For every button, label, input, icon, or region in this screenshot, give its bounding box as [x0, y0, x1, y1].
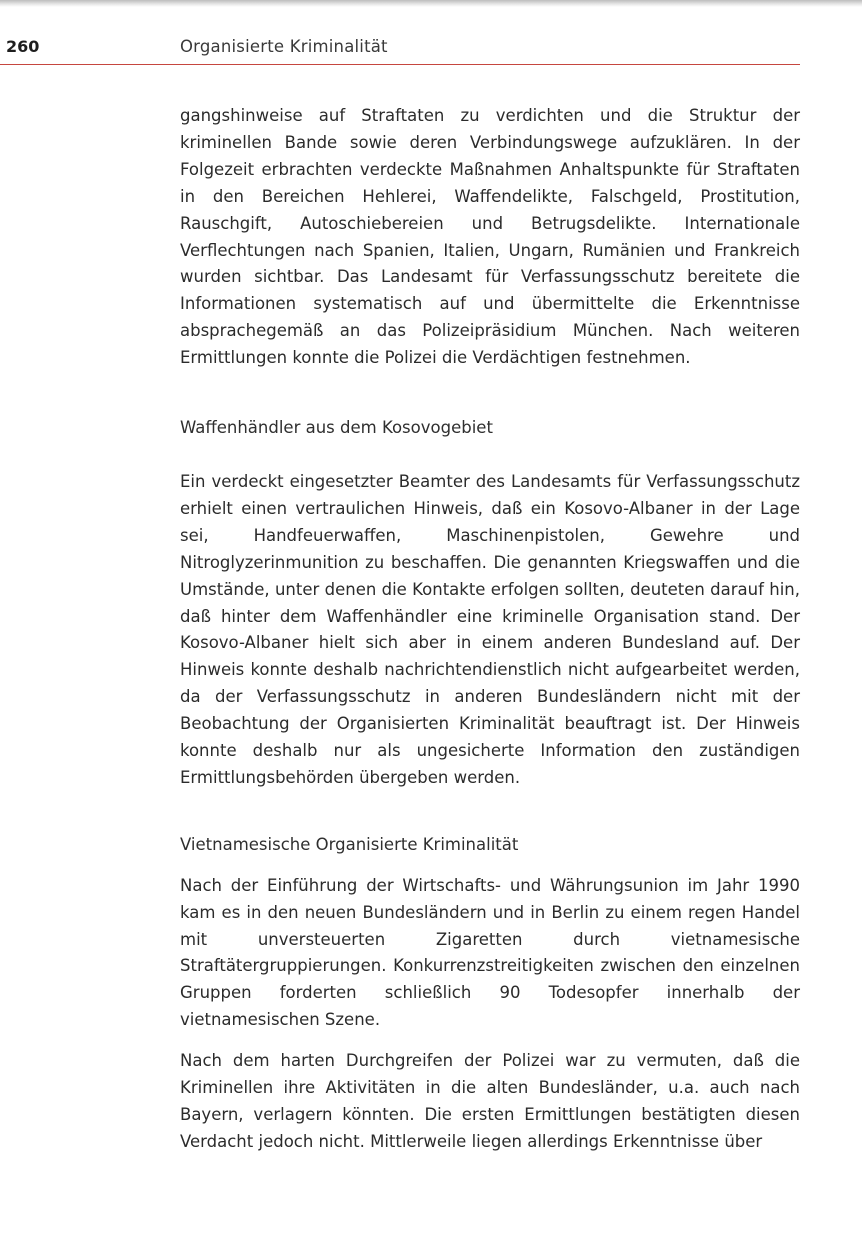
section-heading-vietnamesische-ok: Vietnamesische Organisierte Kriminalität — [180, 834, 519, 854]
page-edge-shadow — [0, 0, 862, 7]
paragraph-vietnamesische-ok-1: Nach der Einführung der Wirtschafts- und Währungsunion im Jahr 1990 kam es in den neuen Bundesländern und in Berlin zu einem regen Handel mit unversteuerten Zigaretten durch vietnamesische Straftätergruppierungen. Konkurrenzstreitigkeiten zwischen den einzelnen Gruppen forderten schließlich 90 Todesopfer innerhalb der vietnamesischen Szene. — [180, 875, 800, 1030]
page-number: 260 — [6, 37, 40, 56]
page-body — [180, 103, 800, 1156]
paragraph-vietnamesische-ok-2: Nach dem harten Durchgreifen der Polizei war zu vermuten, daß die Kriminellen ihre Aktivitäten in die alten Bundesländer, u.a. auch nach Bayern, verlagern könnten. Die ersten Ermittlungen bestätigten diesen Verdacht jedoch nicht. Mittlerweile liegen allerdings Erkenntnisse über — [180, 1051, 800, 1151]
running-title: Organisierte Kriminalität — [180, 37, 388, 56]
section-heading-waffenhaendler: Waffenhändler aus dem Kosovogebiet — [180, 418, 493, 438]
paragraph-continuation: gangshinweise auf Straftaten zu verdichten und die Struktur der kriminellen Bande sowie deren Verbindungswege aufzuklären. In der Folgezeit erbrachten verdeckte Maßnahmen Anhaltspunkte für Straftaten in den Bereichen Hehlerei, Waffendelikte, Falschgeld, Prostitution, Rauschgift, Autoschiebereien und Betrugsdelikte. Internationale Verflechtungen nach Spanien, Italien, Ungarn, Rumänien und Frankreich wurden sichtbar. Das Landesamt für Verfassungsschutz bereitete die Informationen systematisch auf und übermittelte die Erkenntnisse absprachegemäß an das Polizeipräsidium München. Nach weiteren Ermittlungen konnte die Polizei die Verdächtigen festnehmen. — [180, 106, 800, 368]
paragraph-waffenhaendler: Ein verdeckt eingesetzter Beamter des Landesamts für Verfassungsschutz erhielt einen vertraulichen Hinweis, daß ein Kosovo-Albaner in der Lage sei, Handfeuerwaffen, Maschinenpistolen, Gewehre und Nitroglyzerinmunition zu beschaffen. Die genannten Kriegswaffen und die Umstände, unter denen die Kontakte erfolgen sollten, deuteten darauf hin, daß hinter dem Waffenhändler eine kriminelle Organisation stand. Der Kosovo-Albaner hielt sich aber in einem anderen Bundesland auf. Der Hinweis konnte deshalb nachrichtendienstlich nicht aufgearbeitet werden, da der Verfassungsschutz in anderen Bundesländern nicht mit der Beobachtung der Organisierten Kriminalität beauftragt ist. Der Hinweis konnte deshalb nur als ungesicherte Information den zuständigen Ermittlungsbehörden übergeben werden. — [180, 471, 800, 787]
page-header — [0, 28, 800, 65]
